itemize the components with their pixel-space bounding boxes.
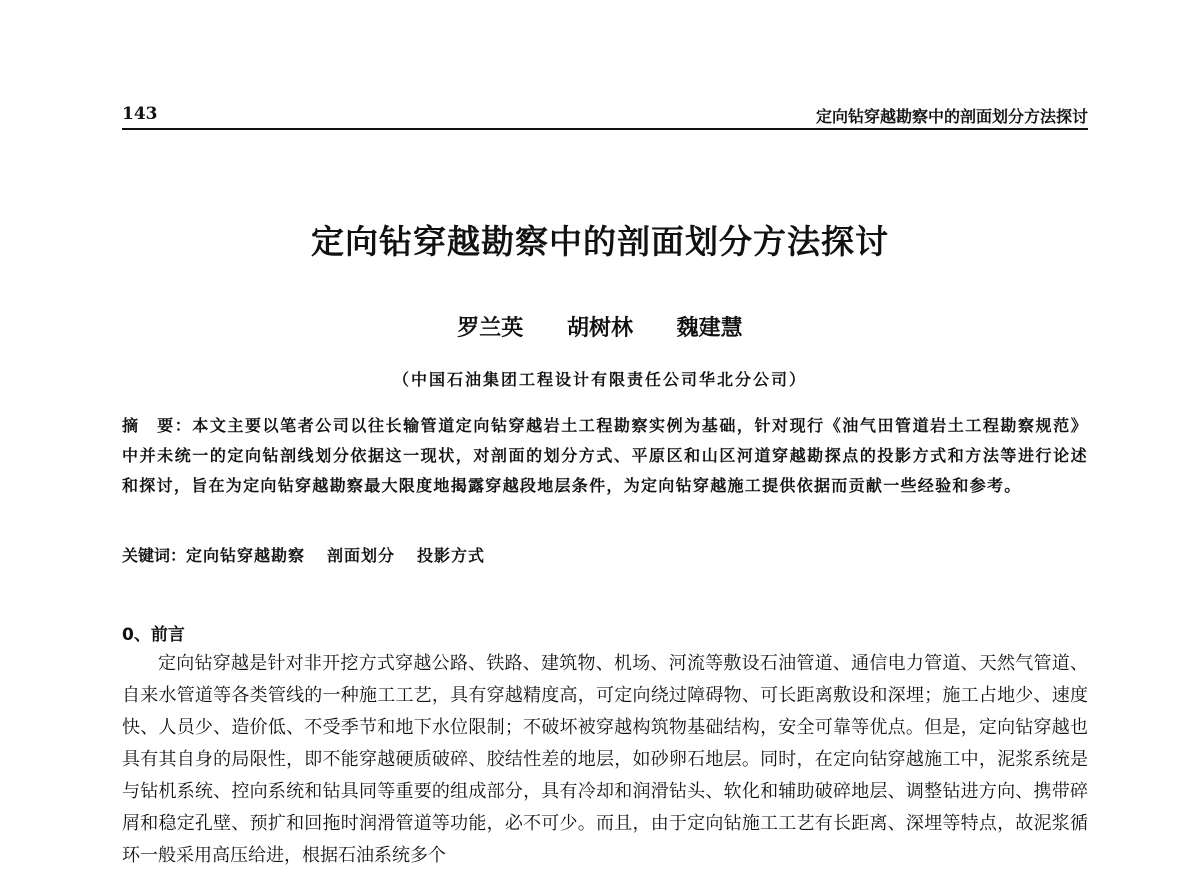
author-name: 罗兰英 <box>457 316 524 341</box>
abstract-label: 摘 要： <box>122 416 193 435</box>
keywords <box>122 543 1088 569</box>
keyword: 投影方式 <box>417 546 486 565</box>
running-header <box>122 104 1088 130</box>
author-list <box>0 311 1200 342</box>
author-name: 魏建慧 <box>676 316 743 341</box>
author-name: 胡树林 <box>566 316 633 341</box>
keywords-label: 关键词： <box>122 546 187 565</box>
running-title: 定向钻穿越勘察中的剖面划分方法探讨 <box>815 107 1088 126</box>
body-paragraph: 定向钻穿越是针对非开挖方式穿越公路、铁路、建筑物、机场、河流等敷设石油管道、通信电力管道、天然气管道、自来水管道等各类管线的一种施工工艺，具有穿越精度高，可定向绕过障碍物、可长距离敷设和深埋；施工占地少、速度快、人员少、造价低、不受季节和地下水位限制；不破坏被穿越构筑物基础结构，安全可靠等优点。但是，定向钻穿越也具有其自身的局限性，即不能穿越硬质破碎、胶结性差的地层，如砂卵石地层。同时，在定向钻穿越施工中，泥浆系统是与钻机系统、控向系统和钻具同等重要的组成部分，具有冷却和润滑钻头、软化和辅助破碎地层、调整钻进方向、携带碎屑和稳定孔壁、预扩和回拖时润滑管道等功能，必不可少。而且，由于定向钻施工工艺有长距离、深埋等特点，故泥浆循环一般采用高压给进，根据石油系统多个 <box>122 653 1088 866</box>
section-heading: 0、前言 <box>122 625 185 645</box>
page-number: 143 <box>122 104 158 124</box>
keyword: 剖面划分 <box>327 546 396 565</box>
abstract <box>122 411 1088 501</box>
paper-title: 定向钻穿越勘察中的剖面划分方法探讨 <box>311 222 889 261</box>
abstract-text: 本文主要以笔者公司以往长输管道定向钻穿越岩土工程勘察实例为基础，针对现行《油气田管道岩土工程勘察规范》中并未统一的定向钻剖线划分依据这一现状，对剖面的划分方式、平原区和山区河道穿越勘探点的投影方式和方法等进行论述和探讨，旨在为定向钻穿越勘察最大限度地揭露穿越段地层条件，为定向钻穿越施工提供依据而贡献一些经验和参考。 <box>122 416 1088 495</box>
keyword: 定向钻穿越勘察 <box>186 546 306 565</box>
affiliation: （中国石油集团工程设计有限责任公司华北分公司） <box>392 370 807 389</box>
